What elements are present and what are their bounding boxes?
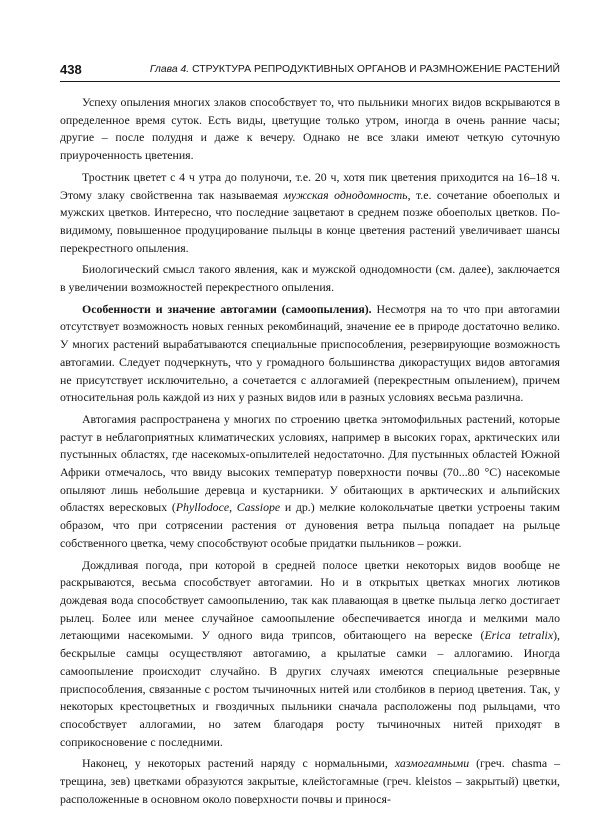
genus-phyllodoce: Phyllodoce (175, 500, 230, 515)
paragraph-4 (60, 301, 560, 407)
paragraph-7 (60, 755, 560, 808)
paragraph-7-text-a: Наконец, у некоторых растений наряду с нормальными, (82, 756, 395, 771)
paragraph-3: Биологический смысл такого явления, как и мужской однодомности (см. далее), заключается в увеличении возможностей перекрестного опыления. (60, 262, 560, 295)
genus-cassiope: Cassiope (236, 500, 281, 515)
paragraph-2 (60, 169, 560, 258)
paragraph-4-text: Несмотря на то что при автогамии отсутствует возможность новых генных рекомбинаций, значение ее в природе достаточно велико. У многих растений вырабатываются специальные приспособления, резервирующие возможность автогамии. Следует подчеркнуть, что у громадного большинства дикорастущих видов автогамия не присутствует исключительно, а сочетается с аллогамией (перекрестным опылением), причем относительная роль каждой из них у разных видов или в разных условиях весьма различна. (60, 301, 560, 405)
term-male-monoecy: мужская однодомность (283, 187, 408, 202)
chapter-title: СТРУКТУРА РЕПРОДУКТИВНЫХ ОРГАНОВ И РАЗМНОЖЕНИЕ РАСТЕНИЙ (192, 64, 560, 75)
body-text (60, 94, 560, 808)
term-chasmogamous: хазмогамными (394, 756, 470, 771)
paragraph-1: Успеху опыления многих злаков способствует то, что пыльники многих видов вскрываются в определенное время суток. Есть виды, цветущие только утром, иногда в очень ранние часы; другие – после полудня и даже к вечеру. Однако не все злаки имеют четкую суточную приуроченность цветения. (60, 95, 560, 163)
paragraph-5-text-b: и др.) мелкие колокольчатые цветки устроены таким образом, что при сотрясении растения от дуновения ветра пыльца попадает на рыльце собственного цветка, чему способствуют особые придатки пыльников – рожки. (60, 500, 561, 550)
paragraph-2-text-a: Тростник цветет с 4 ч утра до полуночи, т.е. 20 ч, хотя пик цветения приходится на 16–18 ч. Этому злаку свойственна так называемая (60, 169, 560, 202)
running-head (150, 62, 560, 78)
paragraph-6-text-a: Дождливая погода, при которой в средней полосе цветки некоторых видов вообще не раскрываются, весьма способствует автогамии. Но и в открытых цветках многих лютиков дождевая вода способствует самоопылению, так как плавающая в цветке пыльца легко достигает рылец. Более или менее случайное самоопыление обеспечивается иногда и мелкими мало летающими насекомыми. У одного вида трипсов, обитающего на вереске ( (60, 557, 560, 643)
paragraph-6 (60, 557, 560, 752)
section-heading-autogamy: Особенности и значение автогамии (самоопыления). (82, 301, 372, 316)
header-rule (60, 81, 560, 82)
paragraph-6-text-b: ), бескрылые самцы осуществляют автогамию, а крылатые самки – аллогамию. Иногда самоопыление происходит случайно. В других случаях имеются специальные резервные приспособления, связанные с ростом тычиночных нитей или столбиков в период цветения. Так, у некоторых крестоцветных и гвоздичных пыльники сначала расположены под рыльцами, что способствует аллогамии, но затем благодаря росту тычиночных нитей приходят в соприкосновение с последними. (60, 628, 561, 749)
species-erica-tetralix: Erica tetralix (484, 628, 554, 643)
paragraph-7-text-b: (греч. chasma – трещина, зев) цветками образуются закрытые, клейстогамные (греч. kleistos – закрытый) цветки, расположенные в основном около поверхности почвы и принося- (60, 756, 560, 806)
genus-separator: , (229, 500, 237, 515)
page-header (60, 61, 560, 79)
page-number: 438 (60, 62, 82, 77)
paragraph-5 (60, 411, 560, 553)
chapter-label: Глава 4. (149, 64, 190, 75)
paragraph-5-text-a: Автогамия распространена у многих по строению цветка энтомофильных растений, которые растут в неблагоприятных климатических условиях, например в высоких горах, арктических или пустынных областях, где насекомых-опылителей недостаточно. Для пустынных областей Южной Африки отмечалось, что ввиду высоких температур поверхности почвы (70...80 °C) насекомые опыляют лишь небольшие деревца и кустарники. У обитающих в арктических и альпийских областях вересковых ( (60, 411, 560, 515)
paragraph-2-text-b: , т.е. сочетание обоеполых и мужских цветков. Интересно, что последние зацветают в среднем позже обоеполых цветков. По-видимому, повышенное продуцирование пыльцы в конце цветения растений увеличивает шансы перекрестного опыления. (60, 187, 560, 255)
